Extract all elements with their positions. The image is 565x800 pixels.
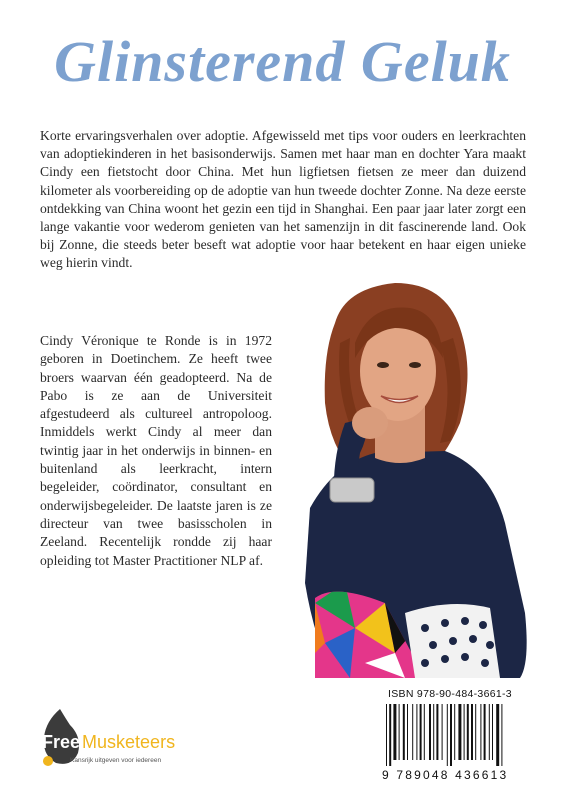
barcode-bar bbox=[475, 704, 476, 760]
barcode-bar bbox=[393, 704, 396, 760]
barcode-bar bbox=[501, 704, 502, 766]
book-description: Korte ervaringsverhalen over adoptie. Afgewisseld met tips voor ouders en leerkrachten van adoptiekinderen in het basisonderwijs. Samen met haar man en dochter Yara maakt Cindy een fietstocht door China. Met hun ligfietsen fietsen ze meer dan duizend kilometer als voorbereiding op de adoptie van hun tweede dochter Zonne. Na deze eerste ontdekking van China woont het gezin een tijd in Shanghai. Een paar jaar later zorgt een lange vakantie voor wederom genieten van het samenzijn in dit fascinerende land. Ook bij Zonne, die steeds beter beseft wat adoptie voor haar betekent en haar eigen unieke weg hierin vindt. bbox=[40, 128, 526, 271]
barcode-bar bbox=[480, 704, 481, 760]
barcode-bar bbox=[429, 704, 431, 760]
barcode-bar bbox=[412, 704, 413, 760]
barcode-bar bbox=[399, 704, 400, 760]
barcode-bar bbox=[489, 704, 490, 760]
barcode-bar bbox=[407, 704, 408, 760]
barcode-bar bbox=[447, 704, 448, 766]
barcode-bar bbox=[492, 704, 493, 760]
barcode-bar bbox=[403, 704, 405, 760]
publisher-tagline: Kansrijk uitgeven voor iedereen bbox=[70, 757, 162, 764]
isbn-block bbox=[380, 684, 535, 784]
barcode-bar bbox=[420, 704, 422, 760]
barcode-bar bbox=[467, 704, 469, 760]
barcode-bar bbox=[454, 704, 455, 760]
barcode-bar bbox=[464, 704, 465, 760]
publisher-name: Free Musketeers bbox=[42, 732, 176, 752]
isbn-label: ISBN 978-90-484-3661-3 bbox=[388, 688, 512, 700]
barcode-bar bbox=[471, 704, 473, 760]
barcode-bar bbox=[416, 704, 417, 760]
barcode-bar bbox=[436, 704, 438, 760]
barcode-bar bbox=[389, 704, 391, 766]
book-title: Glinsterend Geluk bbox=[54, 29, 511, 94]
publisher-logo bbox=[38, 707, 218, 777]
barcode-bar bbox=[386, 704, 387, 766]
barcode-bar bbox=[442, 704, 443, 760]
barcode-bar bbox=[424, 704, 425, 760]
barcode-bar bbox=[433, 704, 434, 760]
barcode-bar bbox=[450, 704, 452, 766]
barcode-bar bbox=[496, 704, 499, 766]
author-photo bbox=[275, 283, 540, 678]
ean-number: 9 789048 436613 bbox=[382, 768, 509, 782]
author-biography: Cindy Véronique te Ronde is in 1972 geboren in Doetinchem. Ze heeft twee broers waarvan één geadopteerd. Na de Pabo is ze aan de Universiteit afgestudeerd als cultureel antropoloog. Inmiddels werkt Cindy al meer dan twintig jaar in het onderwijs in binnen- en buitenland als leerkracht, intern begeleider, coördinator, consultant en onderwijsbegeleider. De laatste jaren is ze directeur van twee basisscholen in Zeeland. Recentelijk rondde zij haar opleiding tot Master Practitioner NLP af. bbox=[40, 333, 272, 568]
barcode-bar bbox=[484, 704, 486, 760]
barcode bbox=[380, 704, 535, 766]
barcode-bar bbox=[458, 704, 461, 760]
